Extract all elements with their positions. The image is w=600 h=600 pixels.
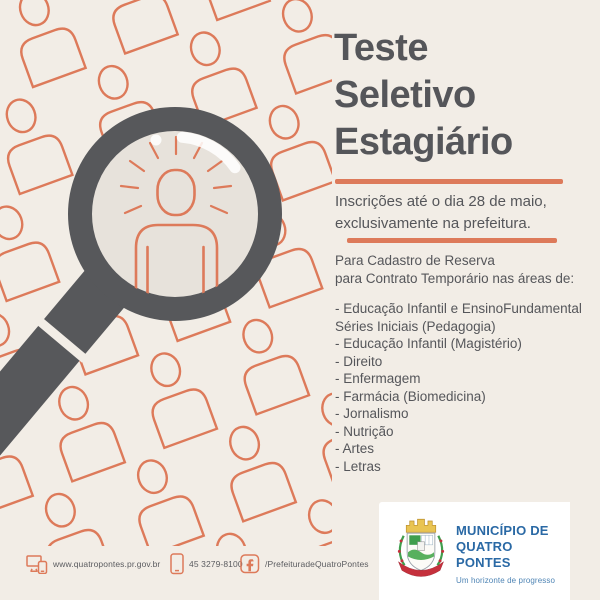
subtitle-line: Inscrições até o dia 28 de maio, bbox=[335, 193, 547, 210]
logo-text bbox=[456, 523, 570, 585]
title-line: Estagiário bbox=[334, 121, 513, 163]
phone-label: 45 3279-8100 bbox=[189, 559, 243, 569]
areas-list bbox=[335, 300, 595, 475]
list-item: - Nutrição bbox=[335, 423, 394, 439]
website-contact bbox=[26, 552, 160, 576]
list-item: - Farmácia (Biomedicina) bbox=[335, 388, 486, 404]
devices-icon bbox=[26, 554, 48, 574]
facebook-icon bbox=[240, 554, 260, 574]
title-line: Seletivo bbox=[334, 74, 476, 116]
municipality-logo bbox=[379, 502, 570, 600]
coat-of-arms-icon bbox=[395, 513, 447, 581]
page-title bbox=[334, 25, 513, 166]
list-item: - Jornalismo bbox=[335, 406, 409, 421]
intro-line: Para Cadastro de Reserva bbox=[335, 253, 495, 268]
logo-name-line: MUNICÍPIO DE bbox=[456, 523, 549, 538]
title-line: Teste bbox=[334, 27, 428, 69]
website-label: www.quatropontes.pr.gov.br bbox=[53, 559, 161, 569]
facebook-label: /PrefeituradeQuatroPontes bbox=[265, 559, 369, 569]
list-item: - Enfermagem bbox=[335, 371, 421, 386]
logo-name-line: QUATRO PONTES bbox=[456, 539, 513, 570]
list-item: - Letras bbox=[335, 458, 381, 474]
subtitle-line: exclusivamente na prefeitura. bbox=[335, 215, 531, 232]
list-item: - Artes bbox=[335, 441, 375, 456]
phone-contact bbox=[170, 552, 243, 576]
facebook-contact bbox=[240, 552, 369, 576]
logo-tagline: Um horizonte de progresso bbox=[456, 576, 555, 585]
divider-line bbox=[335, 179, 563, 184]
list-item: - Educação Infantil e EnsinoFundamental Séries Iniciais (Pedagogia) bbox=[335, 301, 582, 334]
smartphone-icon bbox=[170, 553, 184, 575]
magnifier-lens bbox=[80, 119, 270, 309]
intro-line: para Contrato Temporário nas áreas de: bbox=[335, 270, 575, 286]
intro-text bbox=[335, 252, 595, 287]
list-item: - Direito bbox=[335, 353, 383, 369]
list-item: - Educação Infantil (Magistério) bbox=[335, 336, 522, 351]
registration-deadline-text bbox=[335, 191, 585, 235]
divider-line bbox=[347, 238, 557, 243]
